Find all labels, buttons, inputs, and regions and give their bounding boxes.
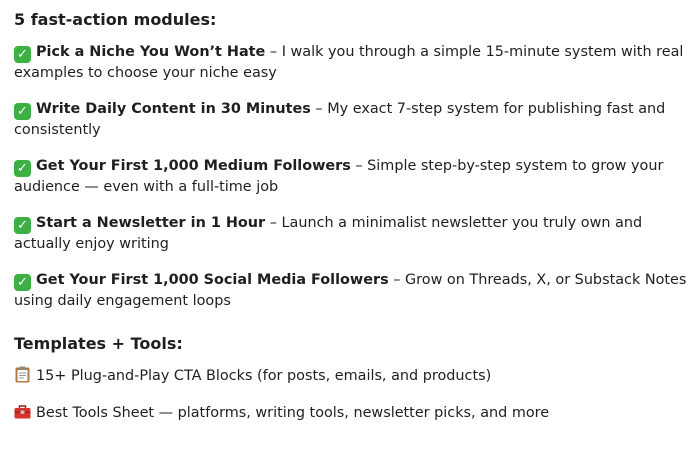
tool-text: Best Tools Sheet — platforms, writing tools, newsletter picks, and more xyxy=(36,405,550,421)
list-item xyxy=(14,213,696,255)
list-item xyxy=(14,42,696,84)
tools-heading: Templates + Tools: xyxy=(14,334,183,353)
toolbox-icon xyxy=(14,403,31,420)
module-separator: – xyxy=(265,215,282,231)
check-mark-button-icon: ✓ xyxy=(14,46,31,63)
check-mark-button-icon: ✓ xyxy=(14,217,31,234)
tool-text: 15+ Plug-and-Play CTA Blocks (for posts, emails, and products) xyxy=(36,368,492,384)
module-description: I walk you through a simple 15-minute system with real examples to choose your niche easy xyxy=(14,44,684,81)
check-mark-button-icon: ✓ xyxy=(14,103,31,120)
list-item xyxy=(14,156,696,198)
module-title: Write Daily Content in 30 Minutes xyxy=(36,101,311,117)
module-separator: – xyxy=(388,272,406,288)
tools-list xyxy=(14,366,696,424)
modules-heading: 5 fast-action modules: xyxy=(14,10,217,29)
list-item xyxy=(14,366,696,387)
list-item xyxy=(14,403,696,424)
module-description: Simple step-by-step system to grow your audience — even with a full-time job xyxy=(14,158,664,195)
post-content xyxy=(14,8,696,424)
list-item xyxy=(14,270,696,312)
clipboard-icon xyxy=(14,366,31,383)
module-separator: – xyxy=(350,158,368,174)
check-mark-button-icon: ✓ xyxy=(14,274,31,291)
module-title: Start a Newsletter in 1 Hour xyxy=(36,215,266,231)
modules-list xyxy=(14,42,696,312)
module-separator: – xyxy=(265,44,282,60)
module-description: My exact 7-step system for publishing fast and consistently xyxy=(14,101,666,138)
module-separator: – xyxy=(310,101,328,117)
module-title: Get Your First 1,000 Social Media Followers xyxy=(36,272,389,288)
module-title: Pick a Niche You Won’t Hate xyxy=(36,44,266,60)
module-description: Grow on Threads, X, or Substack Notes using daily engagement loops xyxy=(14,272,687,309)
list-item xyxy=(14,99,696,141)
module-description: Launch a minimalist newsletter you truly own and actually enjoy writing xyxy=(14,215,643,252)
check-mark-button-icon: ✓ xyxy=(14,160,31,177)
module-title: Get Your First 1,000 Medium Followers xyxy=(36,158,351,174)
